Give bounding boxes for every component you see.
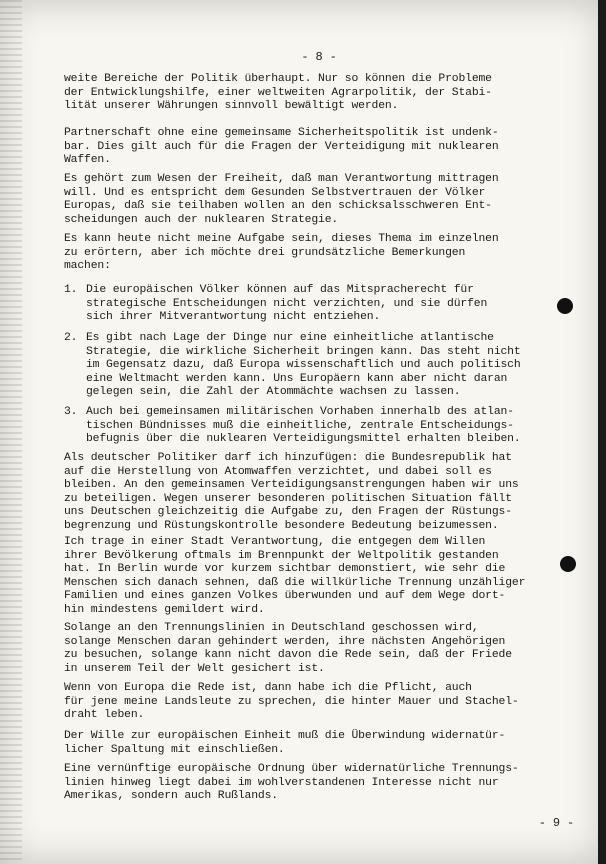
list-item-text: Es gibt nach Lage der Dinge nur eine einheitliche atlantische Strategie, die wirkliche Sicherheit bringen kann. Das steht nicht im Gegensatz dazu, daß Europa wissenschaftlich und auch politisch eine Weltmacht werden kann. Uns Europäern kann aber nicht daran gelegen sein, die Zahl der Atommächte wachsen zu lassen. [86, 332, 521, 399]
list-item-2 [64, 332, 574, 399]
paragraph-10: Eine vernünftige europäische Ordnung über widernatürliche Trennungs- linien hinweg liegt dabei im wohlverstandenen Interesse nicht nur Amerikas, sondern auch Rußlands. [64, 763, 519, 803]
list-item-text: Auch bei gemeinsamen militärischen Vorhaben innerhalb des atlan- tischen Bündnisses muß die einheitliche, zentrale Entscheidungs- befugnis über die nuklearen Verteidigungsmittel erhalten bleiben. [86, 406, 521, 446]
page-number-header: - 8 - [301, 50, 337, 64]
list-item-number: 1. [64, 284, 78, 296]
list-item-number: 3. [64, 406, 78, 418]
paragraph-1: weite Bereiche der Politik überhaupt. Nur so können die Probleme der Entwicklungshilfe, einer weltweiten Agrarpolitik, der Stabi- lität unserer Währungen sinnvoll bewältigt werden. [64, 73, 492, 113]
paragraph-3: Es gehört zum Wesen der Freiheit, daß man Verantwortung mittragen will. Und es entspricht dem Gesunden Selbstvertrauen der Völker Europas, daß sie teilhaben wollen an den schicksalsschweren Ent- scheidungen auch der nuklearen Strategie. [64, 173, 499, 226]
list-item-text: Die europäischen Völker können auf das Mitspracherecht für strategische Entscheidungen nicht verzichten, und sie dürfen sich ihrer Mitverantwortung nicht entziehen. [86, 284, 488, 324]
paragraph-5: Als deutscher Politiker darf ich hinzufügen: die Bundesrepublik hat auf die Herstellung von Atomwaffen verzichtet, und dabei soll es bleiben. An den gemeinsamen Verteidigungsanstrengungen haben wir uns zu beteiligen. Wegen unserer besonderen politischen Situation fällt uns Deutschen gleichzeitig die Aufgabe zu, den Fragen der Rüstungs- begrenzung und Rüstungskontrolle besondere Bedeutung beizumessen. [64, 452, 519, 532]
page-number-footer: - 9 - [538, 816, 574, 830]
list-item-number: 2. [64, 332, 78, 344]
scan-edge-noise [0, 0, 22, 864]
paragraph-6: Ich trage in einer Stadt Verantwortung, die entgegen dem Willen ihrer Bevölkerung oftmals im Brennpunkt der Weltpolitik gestanden hat. In Berlin wurde vor kurzem sichtbar demonstiert, wie sehr die Menschen sich danach sehnen, daß die willkürliche Trennung unzähliger Familien und eines ganzen Volkes überwunden und auf dem Wege dort- hin mindestens gemildert wird. [64, 536, 526, 616]
scan-edge-right [598, 0, 606, 864]
paragraph-8: Wenn von Europa die Rede ist, dann habe ich die Pflicht, auch für jene meine Landsleute zu sprechen, die hinter Mauer und Stachel- draht leben. [64, 682, 519, 722]
paragraph-7: Solange an den Trennungslinien in Deutschland geschossen wird, solange Menschen daran gehindert werden, ihre nächsten Angehörigen zu besuchen, solange kann nicht davon die Rede sein, daß der Friede in unserem Teil der Welt gesichert ist. [64, 622, 512, 675]
list-item-1 [64, 284, 574, 338]
paragraph-9: Der Wille zur europäischen Einheit muß die Überwindung widernatür- licher Spaltung mit einschließen. [64, 730, 506, 756]
paragraph-4: Es kann heute nicht meine Aufgabe sein, dieses Thema im einzelnen zu erörtern, aber ich möchte drei grundsätzliche Bemerkungen machen: [64, 233, 499, 273]
paragraph-2: Partnerschaft ohne eine gemeinsame Sicherheitspolitik ist undenk- bar. Dies gilt auch für die Fragen der Verteidigung mit nuklearen Waffen. [64, 127, 499, 167]
